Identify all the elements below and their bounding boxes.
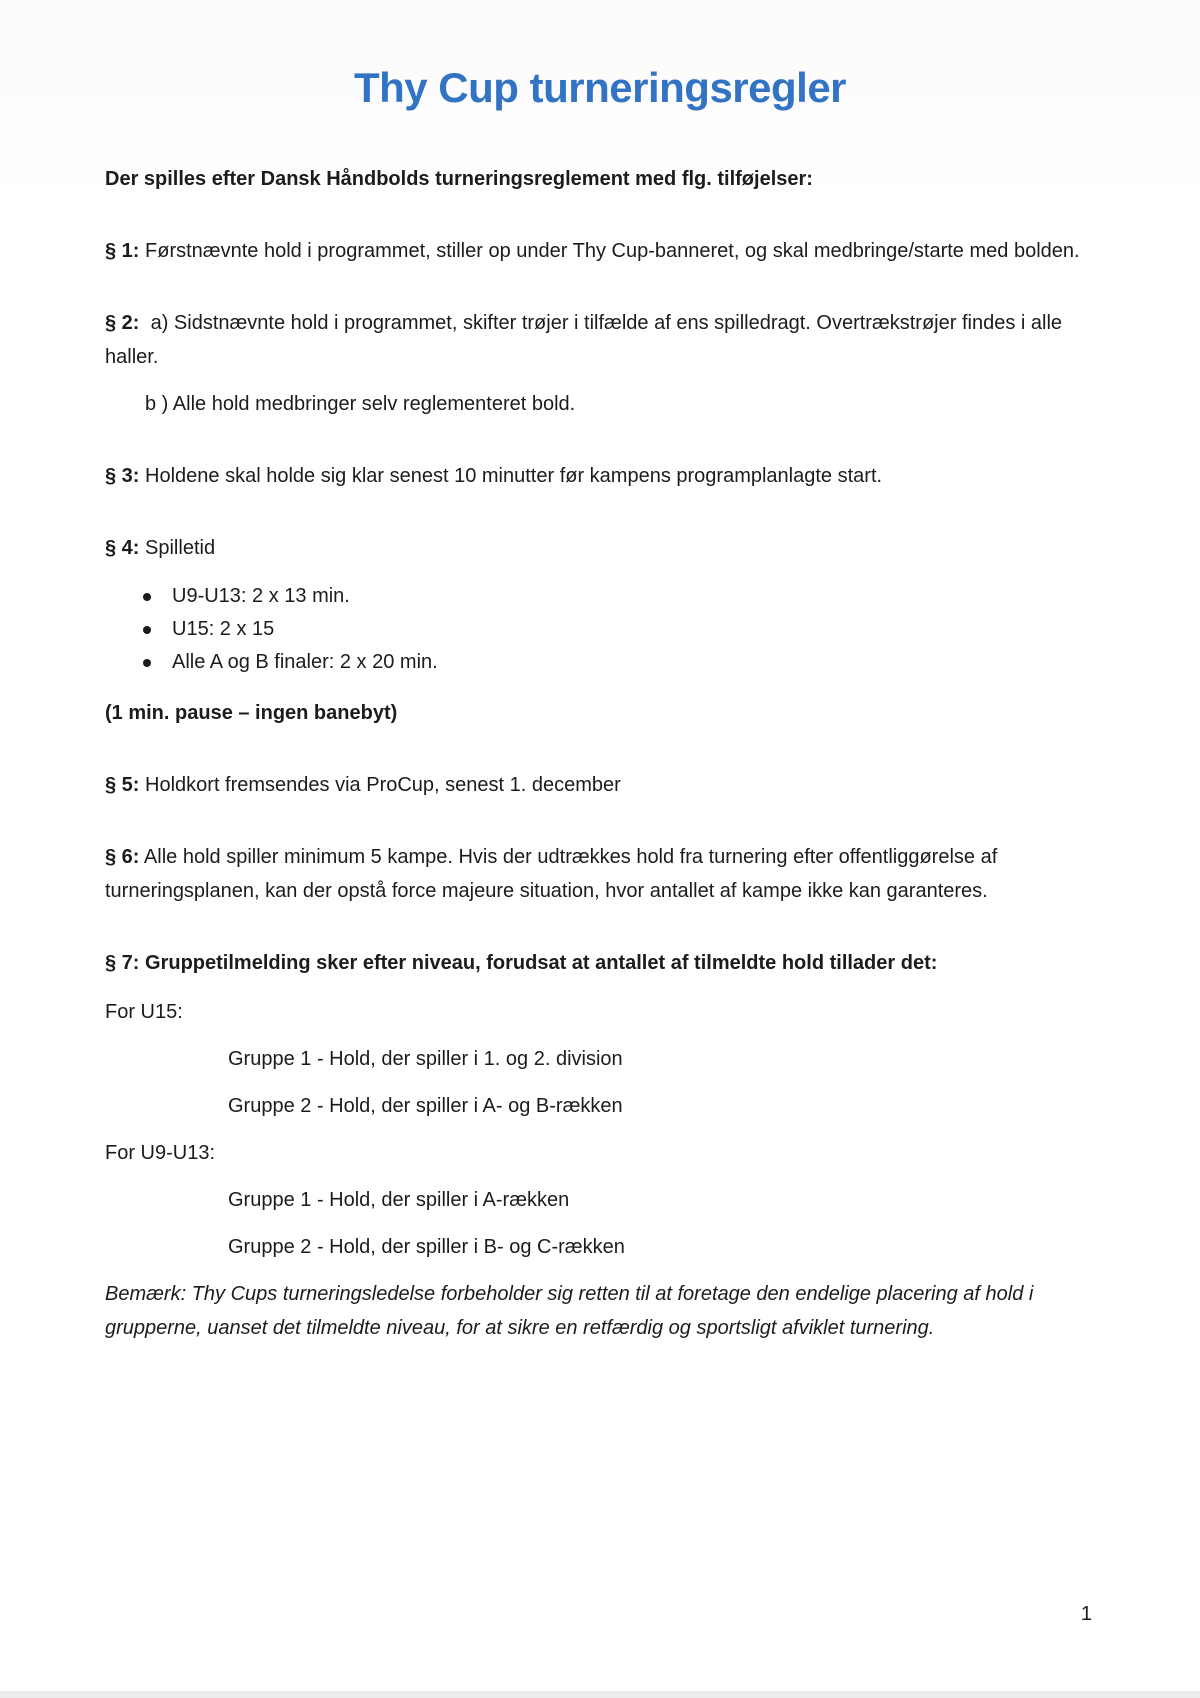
group-u9-u13-line-2: Gruppe 2 - Hold, der spiller i B- og C-rækken	[228, 1236, 625, 1258]
section-1	[105, 234, 1095, 268]
group-heading-u9-u13: For U9-U13:	[105, 1142, 216, 1164]
group-u15-line-1: Gruppe 1 - Hold, der spiller i 1. og 2. division	[228, 1048, 623, 1070]
group-u9-u13-line-1: Gruppe 1 - Hold, der spiller i A-rækken	[228, 1189, 570, 1211]
bullet-icon	[143, 659, 151, 667]
section-7-label: § 7:	[105, 952, 140, 974]
section-3-label: § 3:	[105, 465, 140, 487]
group-heading-u15: For U15:	[105, 1001, 183, 1023]
section-2-label: § 2:	[105, 312, 140, 334]
section-5-label: § 5:	[105, 774, 140, 796]
section-4	[105, 531, 1095, 565]
section-3	[105, 459, 1095, 493]
intro-paragraph: Der spilles efter Dansk Håndbolds turneringsreglement med flg. tilføjelser:	[105, 168, 813, 190]
section-5-text: Holdkort fremsendes via ProCup, senest 1. december	[139, 774, 621, 796]
list-item-text: Alle A og B finaler: 2 x 20 min.	[172, 651, 438, 673]
section-6	[105, 840, 1095, 908]
page-title: Thy Cup turneringsregler	[353, 64, 847, 111]
section-7-text: Gruppetilmelding sker efter niveau, forudsat at antallet af tilmeldte hold tillader det:	[139, 952, 938, 974]
list-item	[105, 646, 1095, 679]
pause-note: (1 min. pause – ingen banebyt)	[105, 702, 398, 724]
group-u15-line-2: Gruppe 2 - Hold, der spiller i A- og B-rækken	[228, 1095, 623, 1117]
remark-paragraph: Bemærk: Thy Cups turneringsledelse forbeholder sig retten til at foretage den endelige placering af hold i grupperne, uanset det tilmeldte niveau, for at sikre en retfærdig og sportsligt afviklet turnering.	[105, 1283, 1039, 1339]
list-item	[105, 613, 1095, 646]
section-4-text: Spilletid	[139, 537, 216, 559]
playtime-list	[105, 580, 1095, 679]
section-4-label: § 4:	[105, 537, 140, 559]
section-1-text: Førstnævnte hold i programmet, stiller op under Thy Cup-banneret, og skal medbringe/starte med bolden.	[139, 240, 1080, 262]
bullet-icon	[143, 626, 151, 634]
section-2-text: a) Sidstnævnte hold i programmet, skifter trøjer i tilfælde af ens spilledragt. Overtrækstrøjer findes i alle haller.	[105, 312, 1068, 368]
section-6-text: Alle hold spiller minimum 5 kampe. Hvis der udtrækkes hold fra turnering efter offentliggørelse af turneringsplanen, kan der opstå force majeure situation, hvor antallet af kampe ikke kan garanteres.	[105, 846, 1003, 902]
list-item	[105, 580, 1095, 613]
section-3-text: Holdene skal holde sig klar senest 10 minutter før kampens programplanlagte start.	[139, 465, 883, 487]
section-2	[105, 306, 1095, 374]
list-item-text: U15: 2 x 15	[172, 618, 275, 640]
section-5	[105, 768, 1095, 802]
section-7	[105, 946, 1095, 980]
page-number: 1	[1080, 1603, 1092, 1625]
section-6-label: § 6:	[105, 846, 140, 868]
section-2-sub-b: b ) Alle hold medbringer selv reglementeret bold.	[145, 393, 576, 415]
page-bottom-edge	[0, 1691, 1200, 1698]
bullet-icon	[143, 593, 151, 601]
list-item-text: U9-U13: 2 x 13 min.	[172, 585, 350, 607]
section-1-label: § 1:	[105, 240, 140, 262]
